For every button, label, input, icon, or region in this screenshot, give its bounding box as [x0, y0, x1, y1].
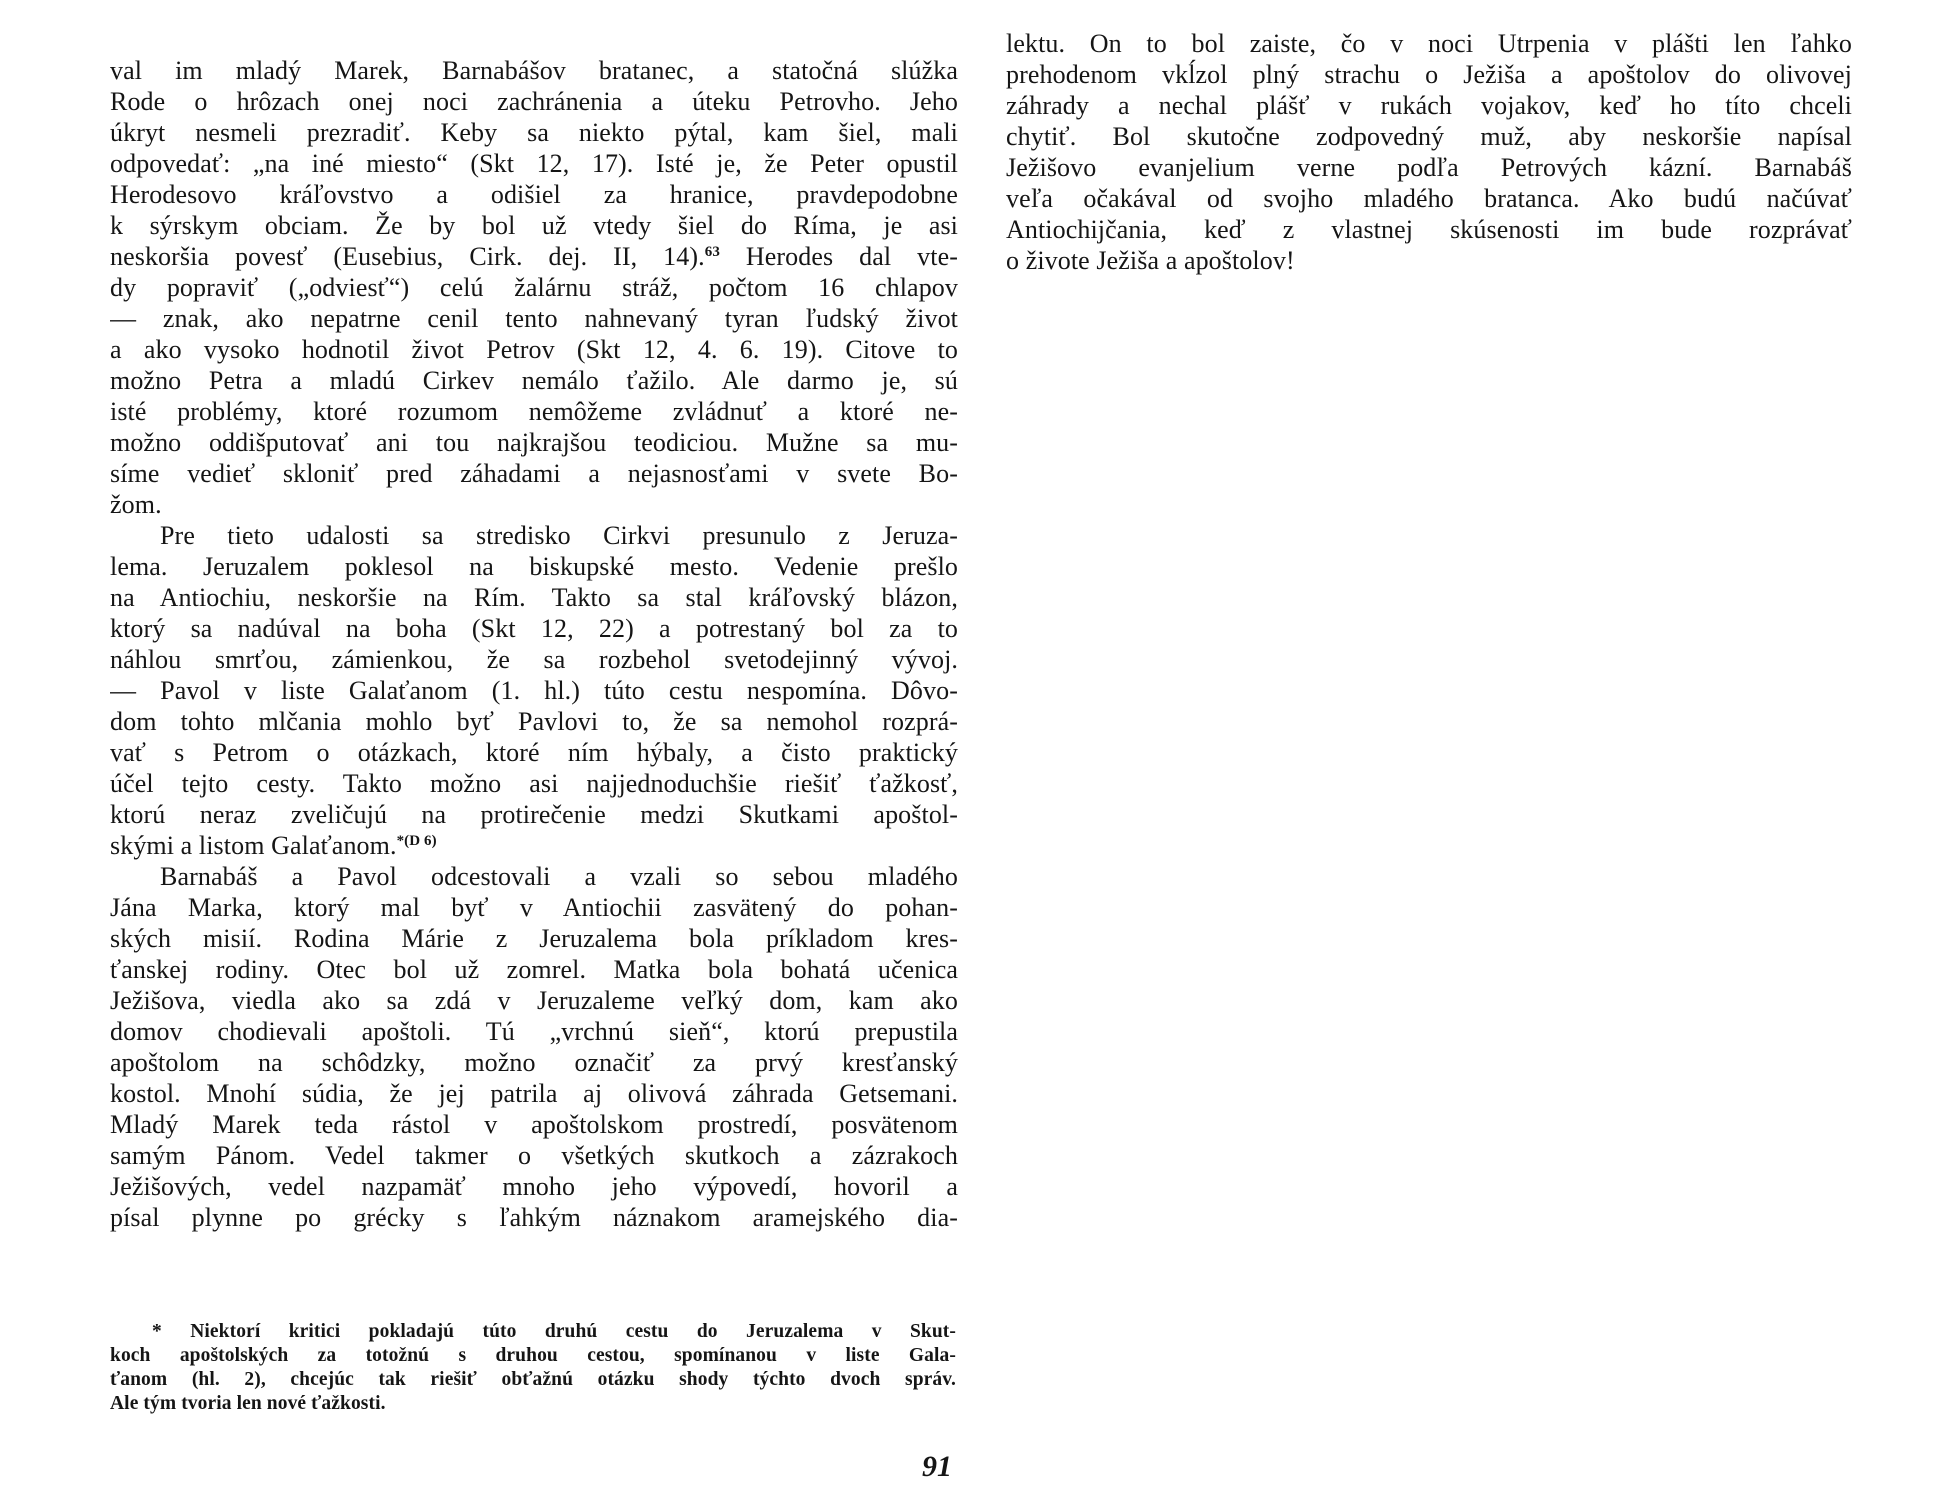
text-line: Ale tým tvoria len nové ťažkosti. — [110, 1393, 386, 1414]
text-line: ťanom (hl. 2), chcejúc tak riešiť obťažnú otázku shody týchto dvoch správ. — [110, 1369, 956, 1390]
text-line: domov chodievali apoštoli. Tú „vrchnú sieň“, ktorú prepustila — [110, 1017, 958, 1046]
text-line: apoštolom na schôdzky, možno označiť za prvý kresťanský — [110, 1048, 958, 1077]
text-line: ktorý sa nadúval na boha (Skt 12, 22) a potrestaný bol za to — [110, 614, 958, 643]
footnote — [110, 1320, 956, 1416]
text-line: lema. Jeruzalem poklesol na biskupské mesto. Vedenie prešlo — [110, 552, 958, 581]
text-line: o živote Ježiša a apoštolov! — [1006, 246, 1295, 275]
paragraph — [1006, 28, 1852, 276]
text-line: možno oddišputovať ani tou najkrajšou teodiciou. Mužne sa mu- — [110, 428, 958, 457]
text-line: síme vedieť skloniť pred záhadami a nejasnosťami v svete Bo- — [110, 459, 958, 488]
paragraph — [110, 861, 958, 1233]
paragraph — [110, 1320, 956, 1416]
text-line: náhlou smrťou, zámienkou, že sa rozbehol svetodejinný vývoj. — [110, 645, 958, 674]
text-line: Herodesovo kráľovstvo a odišiel za hranice, pravdepodobne — [110, 180, 958, 209]
text-line: odpovedať: „na iné miesto“ (Skt 12, 17). Isté je, že Peter opustil — [110, 149, 958, 178]
page-number: 91 — [922, 1450, 952, 1483]
text-line: Mladý Marek teda rástol v apoštolskom prostredí, posvätenom — [110, 1110, 958, 1139]
text-line: k sýrskym obciam. Že by bol už vtedy šiel do Ríma, je asi — [110, 211, 958, 240]
text-line: ských misií. Rodina Márie z Jeruzalema bola príkladom kres- — [110, 924, 958, 953]
text-line: ťanskej rodiny. Otec bol už zomrel. Matka bola bohatá učenica — [110, 955, 958, 984]
left-column — [110, 55, 958, 1233]
text-line: účel tejto cesty. Takto možno asi najjednoduchšie riešiť ťažkosť, — [110, 769, 958, 798]
text-line: lektu. On to bol zaiste, čo v noci Utrpenia v plášti len ľahko — [1006, 29, 1852, 58]
text-line: Rode o hrôzach onej noci zachránenia a úteku Petrovho. Jeho — [110, 87, 958, 116]
text-line: vať s Petrom o otázkach, ktoré ním hýbaly, a čisto praktický — [110, 738, 958, 767]
text-line: a ako vysoko hodnotil život Petrov (Skt 12, 4. 6. 19). Citove to — [110, 335, 958, 364]
line-text: Herodes dal vte- — [719, 242, 958, 271]
footnote-reference: *(D 6) — [396, 833, 437, 849]
text-line: Barnabáš a Pavol odcestovali a vzali so sebou mladého — [160, 862, 958, 891]
text-line: — Pavol v liste Galaťanom (1. hl.) túto cestu nespomína. Dôvo- — [110, 676, 958, 705]
text-line: na Antiochiu, neskoršie na Rím. Takto sa stal kráľovský blázon, — [110, 583, 958, 612]
text-line: záhrady a nechal plášť v rukách vojakov, keď ho títo chceli — [1006, 91, 1852, 120]
text-line: samým Pánom. Vedel takmer o všetkých skutkoch a zázrakoch — [110, 1141, 958, 1170]
text-line: * Niektorí kritici pokladajú túto druhú cestu do Jeruzalema v Skut- — [152, 1321, 956, 1342]
text-line: — znak, ako nepatrne cenil tento nahnevaný tyran ľudský život — [110, 304, 958, 333]
line-text: skými a listom Galaťanom. — [110, 831, 397, 860]
text-line — [110, 241, 958, 272]
text-line: Pre tieto udalosti sa stredisko Cirkvi presunulo z Jeruza- — [160, 521, 958, 550]
paragraph — [110, 55, 958, 520]
text-line — [110, 830, 958, 861]
text-line: možno Petra a mladú Cirkev nemálo ťažilo. Ale darmo je, sú — [110, 366, 958, 395]
text-line: Ježišových, vedel nazpamäť mnoho jeho výpovedí, hovoril a — [110, 1172, 958, 1201]
text-line: val im mladý Marek, Barnabášov bratanec, a statočná slúžka — [110, 56, 958, 85]
text-line: Jána Marka, ktorý mal byť v Antiochii zasvätený do pohan- — [110, 893, 958, 922]
text-line: Ježišovo evanjelium verne podľa Petrových kázní. Barnabáš — [1006, 153, 1852, 182]
line-text: neskoršia povesť (Eusebius, Cirk. dej. II, 14). — [110, 242, 705, 271]
text-line: žom. — [110, 490, 162, 519]
text-line: dy popraviť („odviesť“) celú žalárnu stráž, počtom 16 chlapov — [110, 273, 958, 302]
text-line: písal plynne po grécky s ľahkým náznakom aramejského dia- — [110, 1203, 958, 1232]
text-line: Antiochijčania, keď z vlastnej skúsenosti im bude rozprávať — [1006, 215, 1852, 244]
text-line: prehodenom vkĺzol plný strachu o Ježiša a apoštolov do olivovej — [1006, 60, 1852, 89]
text-line: Ježišova, viedla ako sa zdá v Jeruzaleme veľký dom, kam ako — [110, 986, 958, 1015]
text-line: úkryt nesmeli prezradiť. Keby sa niekto pýtal, kam šiel, mali — [110, 118, 958, 147]
text-line: dom tohto mlčania mohlo byť Pavlovi to, že sa nemohol rozprá- — [110, 707, 958, 736]
text-line: veľa očakával od svojho mladého bratanca. Ako budú načúvať — [1006, 184, 1852, 213]
text-line: ktorú neraz zveličujú na protirečenie medzi Skutkami apoštol- — [110, 800, 958, 829]
paragraph — [110, 520, 958, 861]
footnote-reference: 63 — [704, 244, 720, 260]
text-line: kostol. Mnohí súdia, že jej patrila aj olivová záhrada Getsemani. — [110, 1079, 958, 1108]
text-line: isté problémy, ktoré rozumom nemôžeme zvládnuť a ktoré ne- — [110, 397, 958, 426]
text-line: koch apoštolských za totožnú s druhou cestou, spomínanou v liste Gala- — [110, 1345, 956, 1366]
right-column — [1006, 28, 1852, 276]
text-line: chytiť. Bol skutočne zodpovedný muž, aby neskoršie napísal — [1006, 122, 1852, 151]
